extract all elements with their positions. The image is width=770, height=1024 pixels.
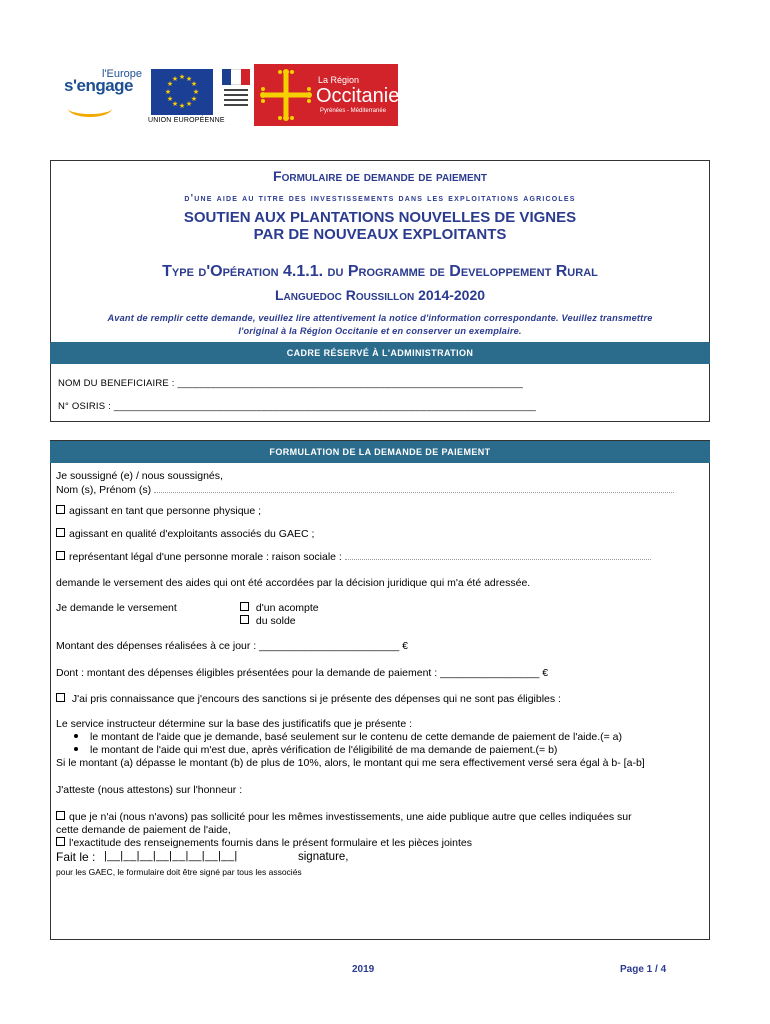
option-acompte-label: d'un acompte xyxy=(255,602,319,614)
option-gaec-label: agissant en qualité d'exploitants associés du GAEC ; xyxy=(69,528,315,540)
option-legal-entity[interactable] xyxy=(56,550,651,564)
svg-text:★: ★ xyxy=(166,95,174,103)
threshold-text: Si le montant (a) dépasse le montant (b) de plus de 10%, alors, le montant qui me sera effectivement versé sera égal à b- [a-b] xyxy=(56,757,645,769)
bullet-b xyxy=(74,744,557,757)
svg-text:★: ★ xyxy=(178,73,186,81)
soussigne-text: Je soussigné (e) / nous soussignés, xyxy=(56,470,223,482)
bullet-b-text: le montant de l'aide qui m'est due, après vérification de l'éligibilité de ma demande de paiement.(= b) xyxy=(90,744,558,756)
french-flag-icon xyxy=(222,69,250,85)
form-title: Formulaire de demande de paiement xyxy=(273,168,487,184)
operation-type-line-1: Type d'Opération 4.1.1. du Programme de Developpement Rural xyxy=(162,263,598,280)
eu-stars-icon xyxy=(151,69,213,115)
bullet-icon xyxy=(74,734,78,738)
svg-text:★: ★ xyxy=(164,88,172,96)
osiris-number-field[interactable]: N° OSIRIS : _____________________________________________________________________________ xyxy=(58,401,537,412)
bullet-a xyxy=(74,731,622,744)
request-section-band: FORMULATION DE LA DEMANDE DE PAIEMENT xyxy=(50,441,710,463)
svg-text:★: ★ xyxy=(171,100,179,108)
checkbox-gaec[interactable] xyxy=(56,528,65,537)
footer-year: 2019 xyxy=(352,964,375,975)
programme-title-line-2: PAR DE NOUVEAUX EXPLOITANTS xyxy=(253,226,507,243)
beneficiary-name-field[interactable]: NOM DU BENEFICIAIRE : _______________________________________________________________ xyxy=(58,378,523,389)
request-payment-text: demande le versement des aides qui ont été accordées par la décision juridique qui m'a été adressée. xyxy=(56,577,531,589)
eu-caption: UNION EUROPÉENNE xyxy=(148,117,225,124)
region-occitanie-logo xyxy=(254,64,398,126)
logo-swoosh xyxy=(68,100,112,117)
checkbox-sanctions[interactable] xyxy=(56,693,65,702)
form-subtitle: d'une aide au titre des investissements dans les exploitations agricoles xyxy=(184,193,576,204)
logo-text-pyrenees: Pyrénées - Méditerranée xyxy=(320,108,387,114)
option-solde[interactable] xyxy=(240,615,296,628)
date-label: Fait le : xyxy=(56,850,96,864)
date-input-boxes[interactable]: |__|__|__|__|__|__|__|__| xyxy=(104,850,238,862)
payment-type-label: Je demande le versement xyxy=(56,602,177,614)
attestation-2[interactable] xyxy=(56,837,472,850)
expenses-amount-field[interactable]: Montant des dépenses réalisées à ce jour : ________________________ € xyxy=(56,640,409,652)
name-row xyxy=(56,483,674,497)
option-legal-entity-label: représentant légal d'une personne morale : raison sociale : xyxy=(69,551,342,563)
attestation-1[interactable] xyxy=(56,811,632,824)
option-acompte[interactable] xyxy=(240,602,319,615)
logo-text-sengage: s'engage xyxy=(64,76,134,95)
operation-type-line-2: Languedoc Roussillon 2014-2020 xyxy=(274,287,486,303)
sanctions-label: J'ai pris connaissance que j'encours des sanctions si je présente des dépenses qui ne sont pas éligibles : xyxy=(71,693,561,705)
option-solde-label: du solde xyxy=(255,615,296,627)
checkbox-attestation-1[interactable] xyxy=(56,811,65,820)
europe-sengage-logo xyxy=(62,68,148,130)
notice-line-1: Avant de remplir cette demande, veuillez lire attentivement la notice d'information correspondante. Veuillez transmettre xyxy=(107,313,653,323)
eligible-expenses-field[interactable]: Dont : montant des dépenses éligibles présentées pour la demande de paiement : _________________ € xyxy=(56,667,549,679)
option-physical-person[interactable] xyxy=(56,505,261,518)
svg-text:★: ★ xyxy=(185,75,193,83)
republique-francaise-logo xyxy=(220,69,252,125)
occitan-cross-icon xyxy=(256,64,316,126)
logo-text-occitanie: Occitanie xyxy=(316,85,400,107)
attestation-2-text: l'exactitude des renseignements fournis dans le présent formulaire et les pièces jointes xyxy=(69,837,472,849)
republic-motto-lines xyxy=(224,89,248,109)
name-input[interactable] xyxy=(154,483,674,493)
company-name-input[interactable] xyxy=(345,550,651,560)
gaec-signature-note: pour les GAEC, le formulaire doit être signé par tous les associés xyxy=(56,867,302,877)
page-number: Page 1 / 4 xyxy=(620,964,667,975)
svg-text:★: ★ xyxy=(171,75,179,83)
checkbox-solde[interactable] xyxy=(240,615,249,624)
attestation-1-text: que je n'ai (nous n'avons) pas sollicité pour les mêmes investissements, une aide publique autre que celles indiquées sur xyxy=(69,811,632,823)
logo-text-leurope: l'Europe xyxy=(102,68,143,80)
checkbox-legal-entity[interactable] xyxy=(56,551,65,560)
service-text: Le service instructeur détermine sur la base des justificatifs que je présente : xyxy=(56,718,413,730)
svg-text:★: ★ xyxy=(190,95,198,103)
notice-text xyxy=(60,312,700,338)
svg-text:★: ★ xyxy=(185,100,193,108)
attest-heading: J'atteste (nous attestons) sur l'honneur : xyxy=(56,784,243,796)
svg-text:★: ★ xyxy=(190,80,198,88)
option-gaec[interactable] xyxy=(56,528,314,541)
name-label: Nom (s), Prénom (s) xyxy=(56,484,152,496)
bullet-icon xyxy=(74,747,78,751)
option-physical-person-label: agissant en tant que personne physique ; xyxy=(69,505,262,517)
sanctions-acknowledgement[interactable] xyxy=(56,693,561,706)
checkbox-physical-person[interactable] xyxy=(56,505,65,514)
attestation-1-continued: cette demande de paiement de l'aide, xyxy=(56,824,231,836)
bullet-a-text: le montant de l'aide que je demande, basé seulement sur le contenu de cette demande de paiement de l'aide.(= a) xyxy=(90,731,622,743)
checkbox-attestation-2[interactable] xyxy=(56,837,65,846)
admin-section-band: CADRE RÉSERVÉ À L'ADMINISTRATION xyxy=(50,342,710,364)
svg-text:★: ★ xyxy=(178,102,186,110)
svg-text:★: ★ xyxy=(192,88,200,96)
notice-line-2: l'original à la Région Occitanie et en conserver un exemplaire. xyxy=(238,326,522,336)
checkbox-acompte[interactable] xyxy=(240,602,249,611)
logo-text-la-region: La Région xyxy=(318,75,360,85)
programme-title-line-1: SOUTIEN AUX PLANTATIONS NOUVELLES DE VIGNES xyxy=(183,209,577,226)
svg-text:★: ★ xyxy=(166,80,174,88)
eu-flag-logo xyxy=(151,69,213,115)
signature-label: signature, xyxy=(298,851,349,863)
